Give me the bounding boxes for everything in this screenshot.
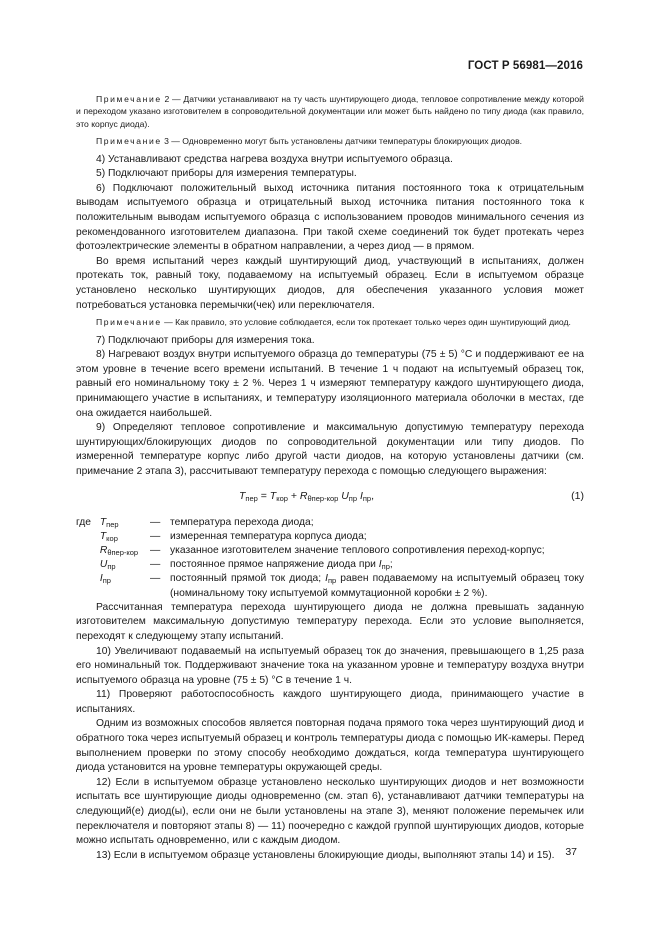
legend-row: $U_{пр}$ — постоянное прямое напряжение диода при $I_{пр}$; [99, 559, 393, 572]
legend-row: $R_{\theta пер-кор}$ — указанное изготовителем значение теплового сопротивления переход-корпус; [99, 544, 545, 557]
note-text: 3 — Одновременно могут быть установлены датчики температуры блокирующих диодов. [161, 136, 523, 147]
step-11: 11) Проверяют работоспособность каждого шунтирующего диода, принимающего участие в испытаниях. [76, 689, 584, 715]
paragraph-method: Одним из возможных способов является повторная подача прямого тока через шунтирующий диод и обратного тока через испытуемый образец и контроль температуры диода с помощью ИК-камеры. Перед выполнением проверки по этому способу необходимо дождаться, когда температура шунтирующего диода установится на уровне температуры окружающей среды. [76, 718, 584, 774]
note-label: Примечание [96, 317, 162, 328]
note-label: Примечание [96, 136, 162, 147]
legend-row: где $T_{пер}$ — температура перехода диода; [76, 516, 314, 529]
note-3 [76, 135, 584, 147]
step-8: 8) Нагревают воздух внутри испытуемого образца до температуры (75 ± 5) °С и поддерживают ее на этом уровне в течение всего времени испытаний. В течение 1 ч подают на испытуемый образец ток, равный его номинальному току ± 2 %. Через 1 ч измеряют температуру каждого шунтирующего диода, принимающего участие в испытаниях, и температуру изоляционного материала оболочки в местах, где она ожидается наибольшей. [76, 349, 584, 419]
step-10: 10) Увеличивают подаваемый на испытуемый образец ток до значения, превышающего в 1,25 раза его номинальный ток. Поддерживают значение тока на указанном уровне и температуру воздуха внутри испытуемого образца на уровне (75 ± 5) °С в течение 1 ч. [76, 645, 584, 686]
step-7: 7) Подключают приборы для измерения тока. [96, 334, 315, 346]
legend-row: $I_{пр}$ — постоянный прямой ток диода; $I_{пр}$ равен подаваемому на испытуемый образец току (номинальному току испытуемой коммутационной коробки ± 2 %). [99, 573, 584, 599]
formula-number: (1) [571, 489, 584, 502]
note-text: — Как правило, это условие соблюдается, если ток протекает только через один шунтирующий диод. [161, 317, 571, 328]
note-text: 2 — Датчики устанавливают на ту часть шунтирующего диода, тепловое сопротивление между которой и переходом указано изготовителем в сопроводительной документации или может быть найдено по типу диода (как правило, это корпус диода). [76, 94, 584, 129]
document-body [76, 90, 584, 863]
step-12: 12) Если в испытуемом образце установлено несколько шунтирующих диодов и нет возможности испытать все шунтирующие диоды одновременно (см. этап 6), устанавливают датчики температуры на следующий(е) диод(ы), если они не были установлены на этапе 3), меняют положение перемычек или переключателя и повторяют этапы 8) — 11) поочередно с каждой группой шунтирующих диодов, которые можно испытать одновременно, или с каждым диодом. [76, 776, 584, 847]
paragraph-calculated-temperature: Рассчитанная температура перехода шунтирующего диода не должна превышать заданную изготовителем максимальную допустимую температуру перехода. Если это условие выполняется, переходят к следующему этапу испытаний. [76, 601, 584, 642]
note-rule [76, 316, 584, 328]
note-label: Примечание [96, 94, 162, 104]
formula-expression: $T_{пер} = T_{кор} + R_{\theta пер-кор}$ $U_{пр}$ $I_{пр}$, [239, 489, 375, 503]
where-word: где [76, 516, 92, 528]
document-code: ГОСТ Р 56981—2016 [467, 60, 583, 72]
step-6: 6) Подключают положительный выход источника питания постоянного тока к отрицательным выводам испытуемого образца и отрицательный выход источника питания постоянного тока к положительным выводам испытуемого образца с использованием проводов минимального сечения из рекомендованного изготовителем диапазона. При такой схеме соединений ток будет протекать через фотоэлектрические элементы в обратном направлении, а через диод — в прямом. [76, 182, 584, 253]
formula-1 [76, 486, 584, 512]
formula-legend [76, 516, 584, 601]
legend-row: $T_{кор}$ — измеренная температура корпуса диода; [99, 530, 367, 543]
step-13: 13) Если в испытуемом образце установлены блокирующие диоды, выполняют этапы 14) и 15). [96, 849, 555, 861]
step-4: 4) Устанавливают средства нагрева воздуха внутри испытуемого образца. [96, 153, 453, 165]
note-2 [76, 93, 584, 130]
paragraph-during-tests: Во время испытаний через каждый шунтирующий диод, участвующий в испытаниях, должен протекать ток, равный току, подаваемому на испытуемый образец. Если в испытуемом образце установлено несколько шунтирующих диодов, для обеспечения указанного условия может потребоваться установка перемычки(чек) или переключателя. [76, 255, 584, 311]
page-number: 37 [565, 846, 577, 858]
step-5: 5) Подключают приборы для измерения температуры. [96, 168, 357, 180]
step-9: 9) Определяют тепловое сопротивление и максимальную допустимую температуру перехода шунтирующих/блокирующих диодов по сопроводительной документации или типу диодов. По измеренной температуре корпус либо другой части диодов, на которую установлены датчики (см. примечание 2 этапа 3), рассчитывают температуру перехода с помощью следующего выражения: [76, 422, 584, 477]
